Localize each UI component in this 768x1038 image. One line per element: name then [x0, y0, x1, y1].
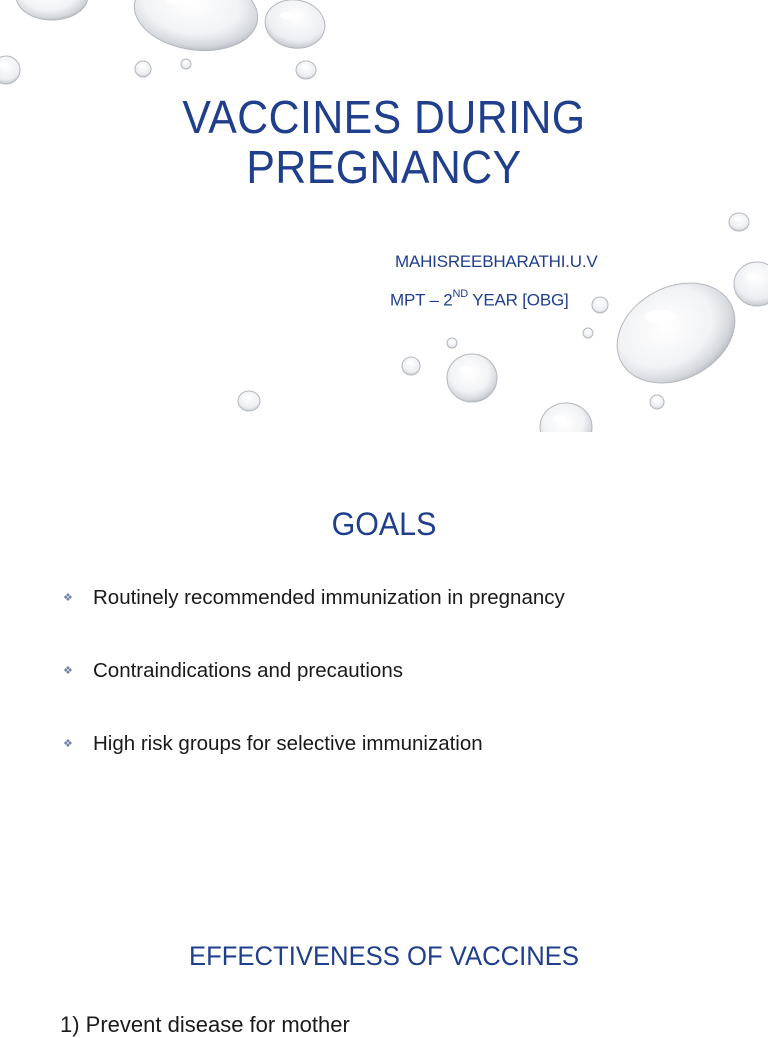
water-drop-highlight	[734, 218, 739, 221]
water-drop-highlight	[407, 362, 412, 365]
water-drop-highlight	[301, 66, 306, 69]
water-drop	[592, 297, 608, 313]
water-drop-highlight	[280, 12, 295, 19]
course-suffix: YEAR [OBG]	[468, 290, 569, 310]
slide-title	[27, 92, 741, 192]
author-course	[390, 290, 569, 311]
water-drop	[238, 391, 260, 411]
water-drop	[650, 395, 664, 409]
water-drop-highlight	[553, 415, 566, 422]
goals-list	[63, 582, 565, 801]
water-drop-highlight	[449, 340, 452, 342]
title-slide	[0, 0, 768, 432]
list-item	[63, 728, 565, 801]
water-drop	[600, 263, 753, 402]
slide-title: EFFECTIVENESS OF VACCINES	[188, 941, 580, 971]
author-name: MAHISREEBHARATHI.U.V	[395, 252, 598, 271]
effectiveness-slide	[0, 864, 768, 1037]
water-drop	[729, 213, 749, 231]
title-line-1: VACCINES DURING	[182, 91, 586, 143]
course-prefix: MPT – 2	[390, 290, 453, 310]
water-drop	[135, 61, 151, 77]
water-drop-highlight	[654, 399, 658, 401]
diamond-bullet-icon: ❖	[63, 592, 73, 604]
bullet-text: High risk groups for selective immunization	[93, 732, 483, 755]
bullet-text: Routinely recommended immunization in pregnancy	[93, 586, 565, 609]
water-drop-highlight	[596, 301, 600, 303]
diamond-bullet-icon: ❖	[63, 665, 73, 677]
diamond-bullet-icon: ❖	[63, 738, 73, 750]
water-drop	[261, 0, 328, 53]
water-drop	[0, 56, 20, 84]
water-drop-highlight	[183, 61, 186, 63]
course-superscript: ND	[452, 288, 469, 300]
water-drop	[447, 338, 457, 348]
goals-slide	[0, 432, 768, 864]
list-item	[63, 582, 565, 655]
slide-title: GOALS	[331, 506, 437, 542]
title-line-2: PREGNANCY	[246, 141, 522, 193]
water-drop	[181, 59, 191, 69]
water-drop-highlight	[244, 396, 250, 399]
water-drop	[16, 0, 88, 20]
water-drop	[296, 61, 316, 79]
water-drop-highlight	[746, 273, 758, 280]
water-drop	[734, 262, 768, 306]
water-drop	[447, 354, 497, 402]
water-drops-decoration	[0, 0, 768, 432]
water-drop-highlight	[585, 330, 588, 332]
water-drop	[583, 328, 593, 338]
bullet-text: Contraindications and precautions	[93, 659, 403, 682]
water-drop	[402, 357, 420, 375]
water-drop	[129, 0, 262, 58]
list-item	[63, 655, 565, 728]
numbered-item: 1) Prevent disease for mother	[60, 1012, 350, 1037]
water-drop-highlight	[645, 310, 676, 324]
water-drop-highlight	[139, 65, 143, 67]
water-drop-highlight	[460, 366, 473, 373]
